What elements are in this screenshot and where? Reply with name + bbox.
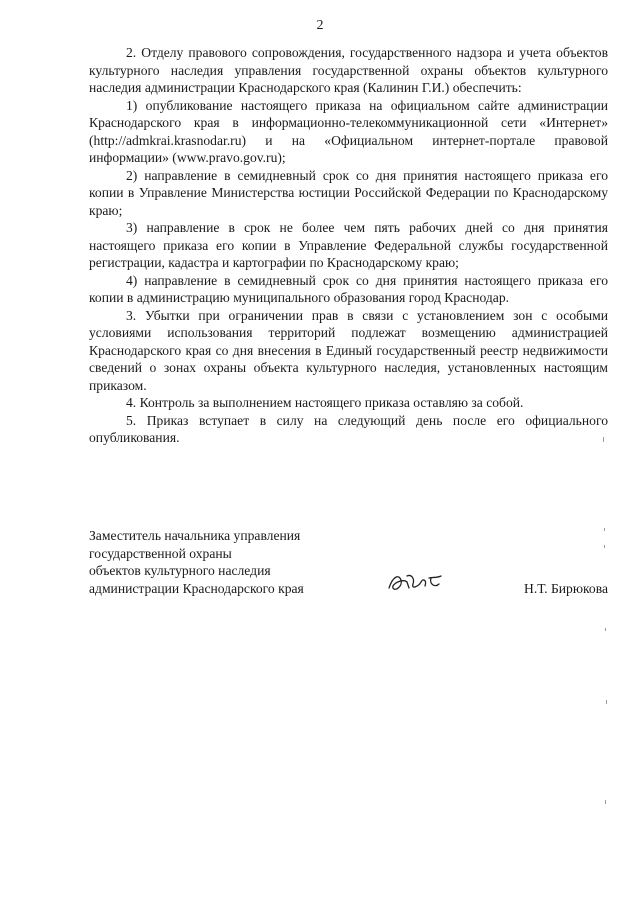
paragraph-2: 2. Отделу правового сопровождения, государственного надзора и учета объектов культурного наследия управления государственной охраны объектов культурного наследия администрации Краснодарского края (Калинин Г.И.) обеспечить: [89,45,608,95]
paragraph-5: 5. Приказ вступает в силу на следующий день после его официального опубликования. [89,412,608,445]
scan-mark [606,700,607,704]
document-body [89,44,608,447]
scan-mark [603,437,604,442]
signature-block [89,527,608,597]
paragraph-2-item-4: 4) направление в семидневный срок со дня принятия настоящего приказа его копии в администрацию муниципального образования город Краснодар. [89,272,608,305]
signatory-name: Н.Т. Бирюкова [524,580,608,596]
scan-mark [605,628,606,631]
scan-mark [605,800,606,804]
scan-mark [604,545,605,548]
scan-mark [604,528,605,531]
handwritten-signature [385,568,447,598]
signatory-title-line-2: государственной охраны [89,545,232,561]
paragraph-2-item-3: 3) направление в срок не более чем пять рабочих дней со дня принятия настоящего приказа его копии в Управление Федеральной службы государственной регистрации, кадастра и картографии по Краснодарскому краю; [89,220,608,270]
paragraph-2-item-1: 1) опубликование настоящего приказа на официальном сайте администрации Краснодарского края в информационно-телекоммуникационной сети «Интернет» (http://admkrai.krasnodar.ru) и на «Официальном интернет-портале правовой информации» (www.pravo.gov.ru); [89,97,608,165]
signatory-title-line-4: администрации Краснодарского края [89,580,304,596]
signatory-title-line-3: объектов культурного наследия [89,563,271,578]
page-number: 2 [316,18,324,33]
paragraph-4: 4. Контроль за выполнением настоящего приказа оставляю за собой. [126,395,524,410]
paragraph-3: 3. Убытки при ограничении прав в связи с установлением зон с особыми условиями использования территорий подлежат возмещению администрацией Краснодарского края со дня внесения в Единый государственный реестр недвижимости сведений о зонах охраны объекта культурного наследия, установленных настоящим приказом. [89,307,608,393]
signatory-title-line-4-row [89,580,608,598]
signatory-title-line-1: Заместитель начальника управления [89,528,301,543]
paragraph-2-item-2: 2) направление в семидневный срок со дня принятия настоящего приказа его копии в Управление Министерства юстиции Российской Федерации по Краснодарскому краю; [89,167,608,218]
